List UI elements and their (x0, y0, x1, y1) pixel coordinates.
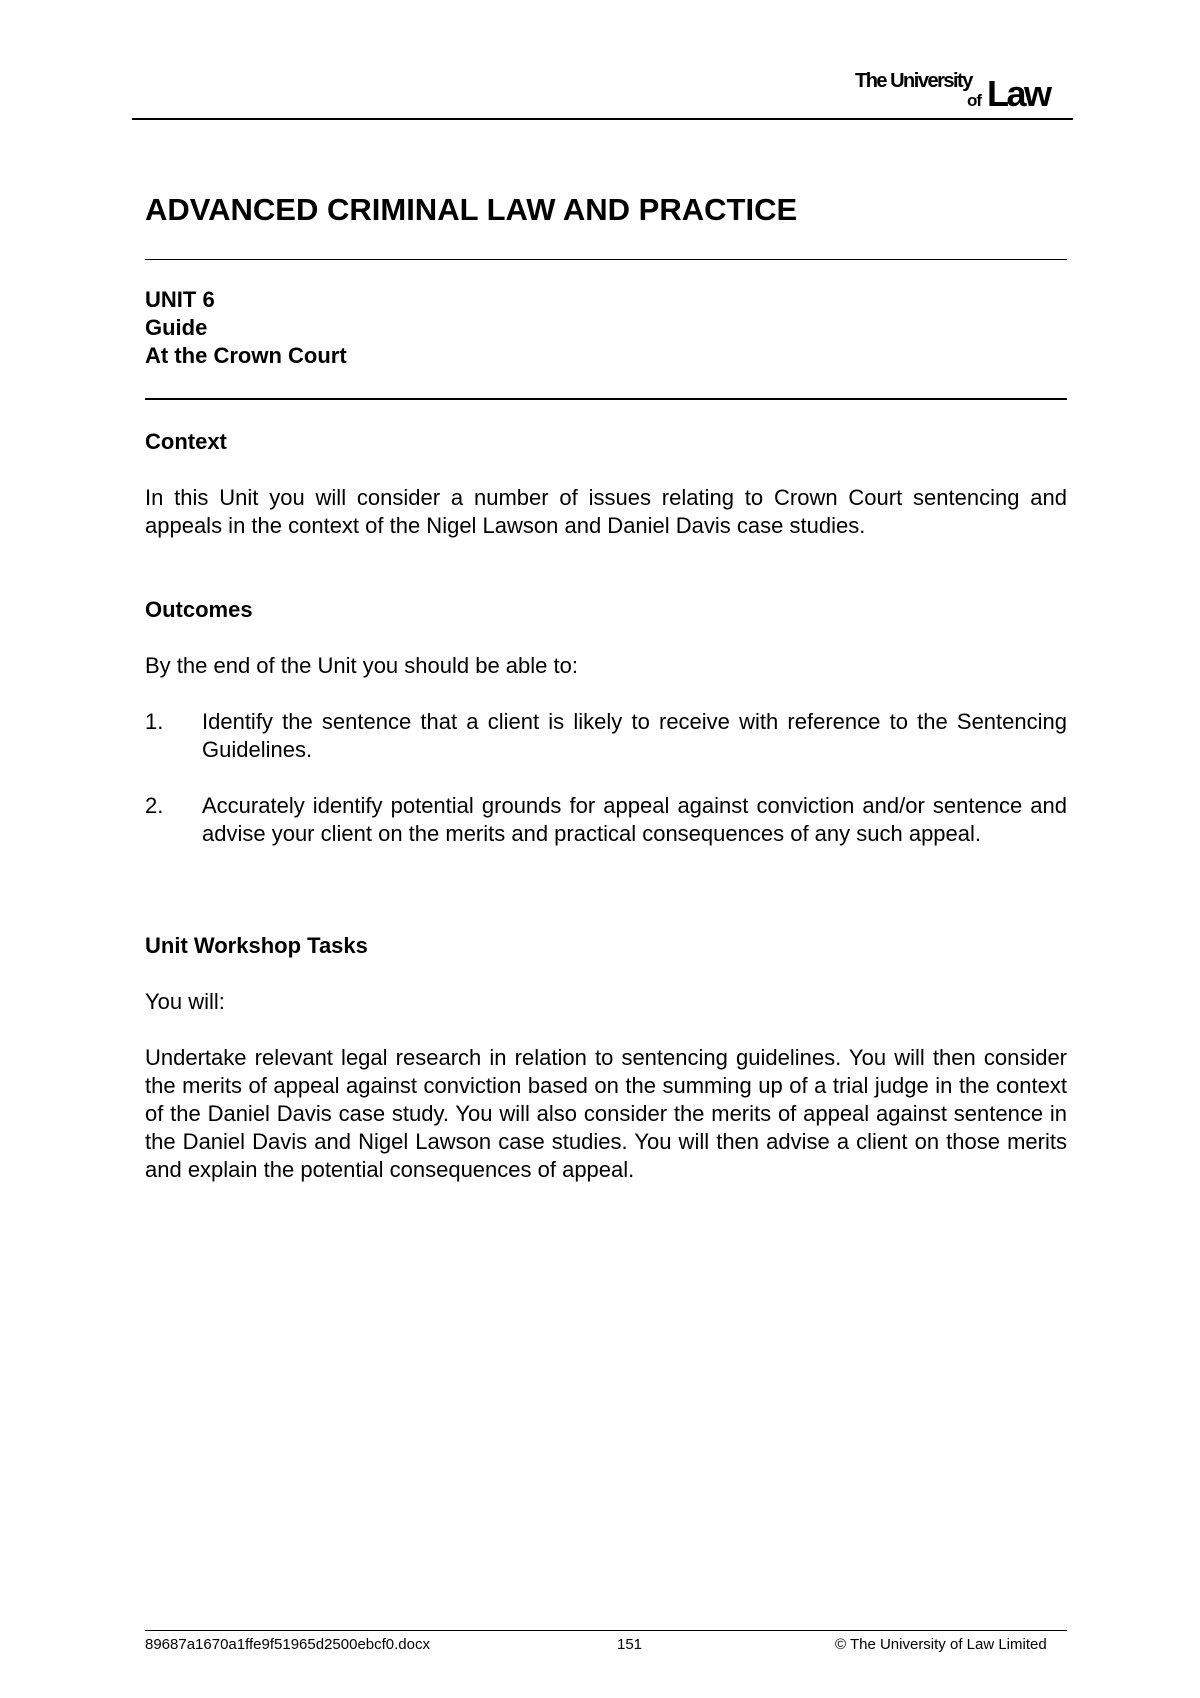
unit-subtitle: At the Crown Court (145, 343, 347, 368)
logo-line-of: of (967, 91, 982, 110)
logo-line-university: The University (855, 70, 972, 92)
university-logo (855, 66, 1065, 114)
list-item (145, 792, 1067, 848)
outcomes-intro-wrap (145, 652, 1067, 680)
unit-divider (145, 398, 1067, 400)
header-divider (132, 118, 1073, 120)
context-heading: Context (145, 429, 227, 454)
outcomes-intro: By the end of the Unit you should be able to: (145, 653, 578, 678)
workshop-intro: You will: (145, 989, 225, 1014)
workshop-body (145, 1044, 1067, 1184)
context-section (145, 428, 1067, 456)
footer-filename: 89687a1670a1ffe9f51965d2500ebcf0.docx (145, 1636, 430, 1653)
list-item-text: Accurately identify potential grounds for appeal against conviction and/or sentence and advise your client on the merits and practical consequences of any such appeal. (202, 793, 1067, 846)
workshop-intro-wrap (145, 988, 1067, 1016)
list-item-number: 1. (145, 709, 164, 734)
unit-type: Guide (145, 315, 208, 340)
context-body (145, 484, 1067, 540)
unit-number: UNIT 6 (145, 287, 215, 312)
workshop-heading: Unit Workshop Tasks (145, 933, 368, 958)
workshop-text: Undertake relevant legal research in relation to sentencing guidelines. You will then consider the merits of appeal against conviction based on the summing up of a trial judge in the context of the Daniel Davis case study. You will also consider the merits of appeal against sentence in the Daniel Davis and Nigel Lawson case studies. You will then advise a client on those merits and explain the potential consequences of appeal. (145, 1045, 1067, 1182)
workshop-section (145, 932, 1067, 960)
document-title: ADVANCED CRIMINAL LAW AND PRACTICE (145, 192, 798, 227)
unit-info (145, 286, 347, 370)
footer-divider (145, 1630, 1067, 1631)
list-item (145, 708, 1067, 764)
footer-copyright: © The University of Law Limited (835, 1636, 1047, 1653)
title-divider (145, 259, 1067, 260)
list-item-text: Identify the sentence that a client is likely to receive with reference to the Sentencing Guidelines. (202, 709, 1067, 762)
outcomes-section (145, 596, 1067, 624)
context-text: In this Unit you will consider a number of issues relating to Crown Court sentencing and appeals in the context of the Nigel Lawson and Daniel Davis case studies. (145, 485, 1067, 538)
list-item-number: 2. (145, 793, 164, 818)
footer-page-number: 151 (617, 1636, 643, 1653)
outcomes-heading: Outcomes (145, 597, 253, 622)
logo-line-law: Law (987, 73, 1050, 114)
